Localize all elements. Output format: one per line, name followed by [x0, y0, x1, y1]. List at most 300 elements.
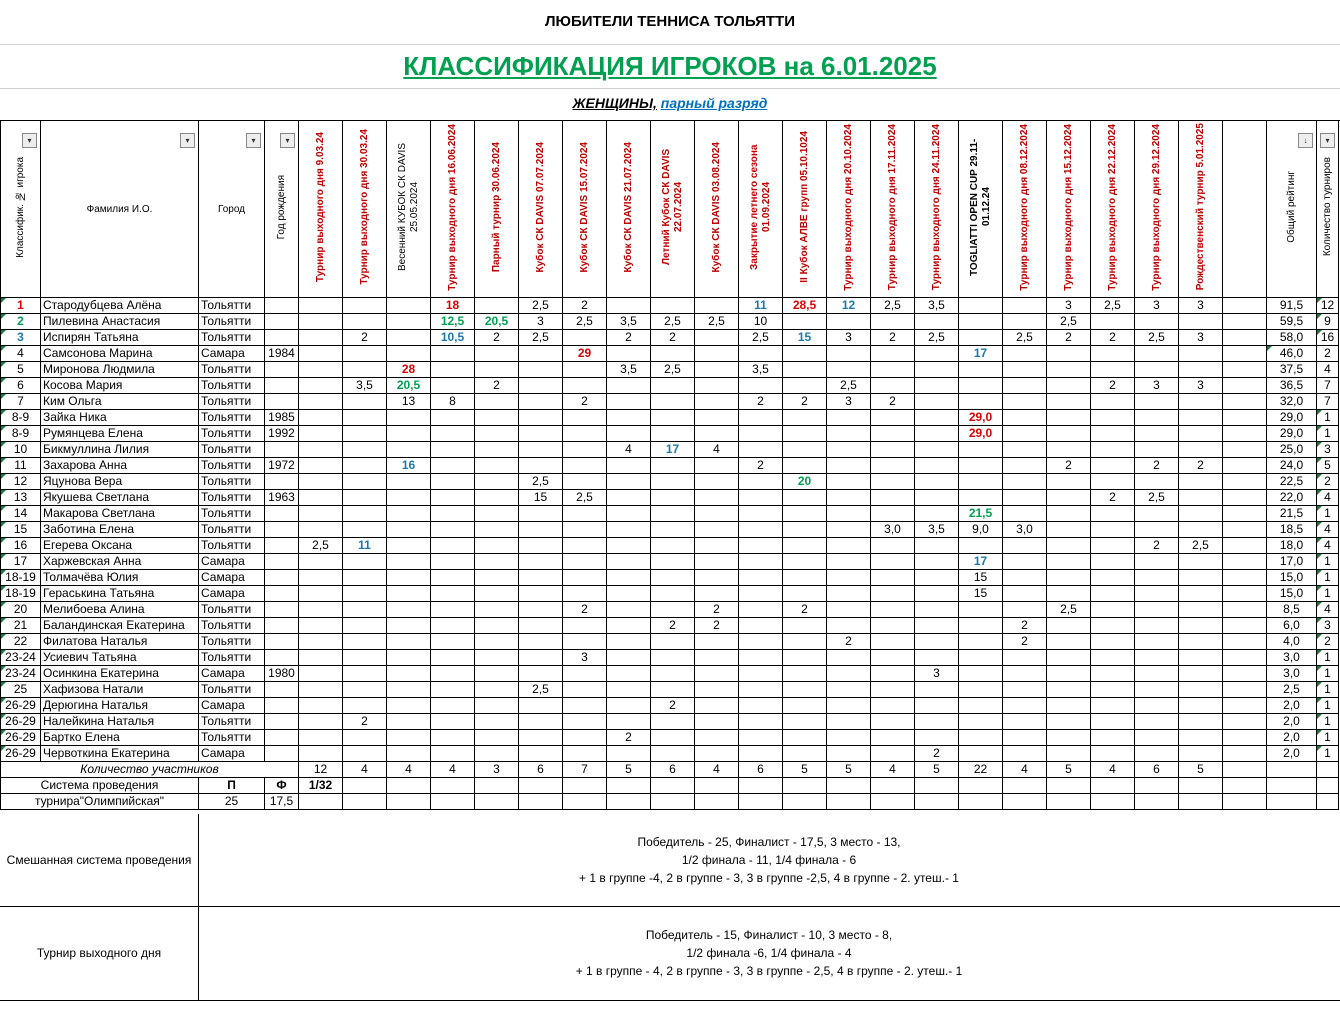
player-rank-text: 17: [13, 554, 28, 568]
score-cell-text: 2: [361, 330, 368, 344]
score-cell: [695, 570, 739, 586]
score-cell: [343, 746, 387, 762]
score-cell-text: 12: [841, 298, 856, 312]
spacer-cell: [1223, 474, 1267, 490]
comment-marker: [1, 538, 6, 543]
player-name-text: Харжевская Анна: [43, 554, 142, 568]
score-cell: [431, 522, 475, 538]
score-cell: [783, 378, 827, 394]
score-cell: [959, 618, 1003, 634]
score-cell: [1135, 698, 1179, 714]
table-row: [1, 682, 1339, 698]
subtitle-pairs: парный разряд: [660, 95, 768, 111]
spacer-cell: [1223, 730, 1267, 746]
score-cell: [1091, 346, 1135, 362]
score-cell: [519, 698, 563, 714]
score-cell: [959, 730, 1003, 746]
score-cell: [959, 442, 1003, 458]
score-cell: [475, 362, 519, 378]
score-cell: [1091, 362, 1135, 378]
score-cell: [1091, 714, 1135, 730]
tournament-count: [1317, 746, 1339, 762]
score-cell-text: 3: [1197, 330, 1204, 344]
score-cell: [871, 378, 915, 394]
player-name: [41, 522, 199, 538]
filter-dropdown-icon[interactable]: ▾: [22, 133, 37, 148]
score-cell: [519, 634, 563, 650]
player-name-text: Осинкина Екатерина: [43, 666, 159, 680]
weekend-label: [0, 906, 199, 1001]
score-cell: [1179, 378, 1223, 394]
participants-count: [783, 762, 827, 778]
score-cell: [1003, 410, 1047, 426]
score-cell: [915, 538, 959, 554]
score-cell: [871, 650, 915, 666]
score-cell: [871, 522, 915, 538]
player-city-text: Самара: [201, 746, 245, 760]
score-cell: [519, 298, 563, 314]
player-rank: [1, 634, 41, 650]
comment-marker: [1, 746, 6, 751]
score-cell: [871, 314, 915, 330]
score-cell: [607, 442, 651, 458]
filter-dropdown-icon[interactable]: ▾: [280, 133, 295, 148]
tournament-header-label: Турнир выходного дня 17.11.2024: [886, 123, 898, 291]
score-cell: [1091, 474, 1135, 490]
mixed-system-label: [0, 814, 199, 907]
score-cell: [1047, 490, 1091, 506]
total-rating: [1267, 570, 1317, 586]
score-cell: [475, 698, 519, 714]
spacer-cell: [1223, 570, 1267, 586]
score-cell: [1047, 522, 1091, 538]
empty-cell: [299, 794, 343, 810]
score-cell: [431, 554, 475, 570]
score-cell: [1003, 570, 1047, 586]
score-cell: [651, 730, 695, 746]
player-rank: [1, 746, 41, 762]
score-cell: [519, 714, 563, 730]
score-cell: [871, 618, 915, 634]
score-cell: [871, 458, 915, 474]
score-cell: [871, 410, 915, 426]
player-name: [41, 442, 199, 458]
score-cell-text: 2: [625, 730, 632, 744]
player-birth-year: [265, 682, 299, 698]
score-cell-text: 4: [625, 442, 632, 456]
name-header-label: Фамилия И.О.: [86, 204, 153, 215]
participants-count: [431, 762, 475, 778]
tournament-header-label: Турнир выходного дня 16.06.2024: [446, 123, 458, 291]
score-cell: [563, 298, 607, 314]
score-cell: [651, 698, 695, 714]
score-cell: [871, 586, 915, 602]
score-cell: [827, 506, 871, 522]
score-cell: [959, 506, 1003, 522]
player-rank: [1, 554, 41, 570]
score-cell-text: 3: [1153, 298, 1160, 312]
player-rank: [1, 650, 41, 666]
score-cell: [1003, 506, 1047, 522]
total-rating: [1267, 506, 1317, 522]
tournament-count: [1317, 698, 1339, 714]
table-row: [1, 618, 1339, 634]
score-cell: [1179, 442, 1223, 458]
score-cell-text: 2,5: [1060, 314, 1077, 328]
score-cell-text: 2,5: [840, 378, 857, 392]
comment-marker: [1317, 618, 1322, 623]
score-cell: [915, 362, 959, 378]
player-rank: [1, 314, 41, 330]
club-name: ЛЮБИТЕЛИ ТЕННИСА ТОЛЬЯТТИ: [0, 0, 1340, 45]
score-cell-text: 2,5: [532, 474, 549, 488]
tournament-count-text: 4: [1324, 490, 1331, 504]
score-cell: [1047, 538, 1091, 554]
score-cell: [739, 474, 783, 490]
tournament-header-label: Весенний КУБОК СК DAVIS 25.05.2024: [396, 143, 420, 272]
city-header[interactable]: [199, 121, 265, 298]
score-cell-text: 20,5: [396, 378, 421, 392]
tournament-count: [1317, 442, 1339, 458]
tournament-header: [1091, 121, 1135, 298]
score-cell: [431, 378, 475, 394]
empty-cell: [915, 794, 959, 810]
score-cell: [475, 714, 519, 730]
comment-marker: [1317, 714, 1322, 719]
score-cell: [387, 634, 431, 650]
empty-cell: [651, 778, 695, 794]
tournament-header: [299, 121, 343, 298]
player-city-text: Тольятти: [201, 650, 252, 664]
score-cell: [343, 346, 387, 362]
score-cell: [343, 602, 387, 618]
score-cell: [959, 698, 1003, 714]
empty-cell: [1047, 794, 1091, 810]
score-cell: [1135, 474, 1179, 490]
total-rating-text: 91,5: [1279, 298, 1304, 312]
score-cell: [827, 746, 871, 762]
score-cell: [1003, 442, 1047, 458]
tournament-header: [1003, 121, 1047, 298]
score-cell: [1003, 522, 1047, 538]
score-cell: [519, 666, 563, 682]
player-birth-year: [265, 730, 299, 746]
rank-header[interactable]: [1, 121, 41, 298]
score-cell: [695, 442, 739, 458]
tournament-count-text: 3: [1324, 618, 1331, 632]
score-cell: [299, 506, 343, 522]
score-cell: [1003, 666, 1047, 682]
score-cell: [651, 522, 695, 538]
comment-marker: [1, 458, 6, 463]
score-cell-text: 2: [889, 394, 896, 408]
score-cell: [299, 426, 343, 442]
score-cell: [343, 634, 387, 650]
score-cell: [1179, 698, 1223, 714]
tournament-header-label: Турнир выходного дня 29.12.2024: [1150, 123, 1162, 291]
score-cell: [695, 474, 739, 490]
player-birth-year-text: 1972: [268, 458, 295, 472]
score-cell: [607, 522, 651, 538]
comment-marker: [1317, 330, 1322, 335]
score-cell: [827, 458, 871, 474]
total-rating-text: 2,0: [1283, 714, 1300, 728]
player-rank: [1, 570, 41, 586]
player-rank-text: 20: [13, 602, 28, 616]
player-name-text: Ким Ольга: [43, 394, 102, 408]
score-cell: [519, 538, 563, 554]
tournament-header: [827, 121, 871, 298]
score-cell: [959, 554, 1003, 570]
olympic-label-1-text: Система проведения: [40, 778, 159, 792]
score-cell: [343, 570, 387, 586]
comment-marker: [1, 378, 6, 383]
score-cell: [1091, 682, 1135, 698]
score-cell: [1003, 618, 1047, 634]
player-birth-year: [265, 586, 299, 602]
player-rank-text: 10: [13, 442, 28, 456]
score-cell-text: 3: [845, 330, 852, 344]
participants-count: [299, 762, 343, 778]
spacer-cell: [1223, 666, 1267, 682]
tournament-header: [695, 121, 739, 298]
participants-count-text: 4: [449, 762, 456, 776]
table-row: [1, 698, 1339, 714]
player-rank: [1, 682, 41, 698]
player-name-text: Усиевич Татьяна: [43, 650, 137, 664]
score-cell: [299, 298, 343, 314]
score-cell: [783, 698, 827, 714]
score-cell: [1135, 586, 1179, 602]
table-row: [1, 378, 1339, 394]
empty-cell: [1223, 794, 1267, 810]
score-cell: [695, 602, 739, 618]
comment-marker: [1317, 442, 1322, 447]
player-city: [199, 570, 265, 586]
score-cell: [299, 682, 343, 698]
score-cell: [1179, 746, 1223, 762]
score-cell: [959, 682, 1003, 698]
score-cell-text: 29: [577, 346, 592, 360]
empty-cell: [475, 778, 519, 794]
score-cell: [1047, 442, 1091, 458]
score-cell: [343, 538, 387, 554]
participants-count: [1091, 762, 1135, 778]
score-cell: [1047, 586, 1091, 602]
score-cell: [475, 314, 519, 330]
score-cell: [959, 458, 1003, 474]
filter-dropdown-icon[interactable]: ▾: [180, 133, 195, 148]
player-rank-text: 4: [17, 346, 24, 360]
participants-count-text: 6: [537, 762, 544, 776]
total-rating: [1267, 538, 1317, 554]
score-cell: [827, 714, 871, 730]
score-cell: [607, 618, 651, 634]
score-cell: [299, 378, 343, 394]
player-birth-year: [265, 362, 299, 378]
player-name: [41, 490, 199, 506]
score-cell: [783, 730, 827, 746]
score-cell: [959, 298, 1003, 314]
score-cell: [959, 394, 1003, 410]
player-city: [199, 394, 265, 410]
spacer-cell: [1223, 538, 1267, 554]
score-cell: [607, 682, 651, 698]
player-rank-text: 16: [13, 538, 28, 552]
score-cell: [959, 378, 1003, 394]
score-cell: [387, 618, 431, 634]
score-cell: [607, 298, 651, 314]
filter-dropdown-icon[interactable]: ▾: [246, 133, 261, 148]
total-rating: [1267, 426, 1317, 442]
player-rank: [1, 602, 41, 618]
score-cell: [1135, 410, 1179, 426]
score-cell: [607, 714, 651, 730]
score-cell: [827, 490, 871, 506]
score-cell: [343, 618, 387, 634]
score-cell: [563, 746, 607, 762]
score-cell: [827, 378, 871, 394]
score-cell: [343, 506, 387, 522]
player-birth-year-text: 1980: [268, 666, 295, 680]
tournament-count-text: 1: [1324, 730, 1331, 744]
score-cell: [1091, 730, 1135, 746]
player-name-text: Толмачёва Юлия: [43, 570, 139, 584]
score-cell: [1091, 554, 1135, 570]
score-cell: [387, 602, 431, 618]
tournament-count-text: 16: [1320, 330, 1335, 344]
score-cell: [1003, 346, 1047, 362]
filter-dropdown-icon[interactable]: ▾: [1320, 133, 1335, 148]
total-rating-text: 18,5: [1279, 522, 1304, 536]
score-cell: [827, 410, 871, 426]
score-cell-text: 2,5: [1192, 538, 1209, 552]
score-cell-text: 3,5: [620, 314, 637, 328]
score-cell: [739, 298, 783, 314]
player-rank-text: 8-9: [11, 410, 30, 424]
player-city: [199, 378, 265, 394]
score-cell: [959, 346, 1003, 362]
table-row: [1, 570, 1339, 586]
score-cell-text: 2,5: [1060, 602, 1077, 616]
table-row: [1, 442, 1339, 458]
score-cell-text: 2: [1153, 538, 1160, 552]
player-name-text: Егерева Оксана: [43, 538, 133, 552]
player-rank: [1, 426, 41, 442]
table-row: [1, 586, 1339, 602]
score-cell: [1179, 506, 1223, 522]
score-cell-text: 15: [797, 330, 812, 344]
tournament-header-label: Турнир выходного дня 08.12.2024: [1018, 123, 1030, 291]
city-header-label: Город: [217, 204, 246, 215]
score-cell: [959, 314, 1003, 330]
comment-marker: [1317, 634, 1322, 639]
player-name: [41, 298, 199, 314]
score-cell: [1003, 682, 1047, 698]
empty-cell: [827, 794, 871, 810]
player-city: [199, 586, 265, 602]
score-cell: [343, 394, 387, 410]
tournament-count-text: 1: [1324, 650, 1331, 664]
score-cell: [827, 346, 871, 362]
header-row: [1, 121, 1339, 298]
table-row: [1, 490, 1339, 506]
name-header[interactable]: [41, 121, 199, 298]
spacer-cell: [1223, 378, 1267, 394]
player-rank: [1, 666, 41, 682]
score-cell: [695, 490, 739, 506]
tournament-count-text: 1: [1324, 570, 1331, 584]
player-rank-text: 8-9: [11, 426, 30, 440]
score-cell: [431, 346, 475, 362]
score-cell-text: 11: [358, 538, 371, 552]
score-cell: [387, 506, 431, 522]
player-city: [199, 330, 265, 346]
total-rating: [1267, 362, 1317, 378]
year-header[interactable]: [265, 121, 299, 298]
tournament-count-header[interactable]: [1317, 121, 1339, 298]
table-row: [1, 394, 1339, 410]
score-cell: [651, 426, 695, 442]
participants-count: [739, 762, 783, 778]
filter-dropdown-icon[interactable]: ↓: [1298, 133, 1313, 148]
score-cell: [299, 730, 343, 746]
total-rating-header[interactable]: [1267, 121, 1317, 298]
comment-marker: [1, 330, 6, 335]
comment-marker: [1, 474, 6, 479]
score-cell-text: 2: [1065, 458, 1072, 472]
score-cell-text: 4: [713, 442, 720, 456]
player-city: [199, 314, 265, 330]
participants-count-text: 4: [405, 762, 412, 776]
empty-cell: [827, 778, 871, 794]
score-cell: [959, 570, 1003, 586]
score-cell: [607, 378, 651, 394]
tournament-count-text: 1: [1324, 746, 1331, 760]
total-rating: [1267, 682, 1317, 698]
score-cell-text: 9,0: [972, 522, 989, 536]
score-cell: [1091, 458, 1135, 474]
score-cell: [695, 650, 739, 666]
player-city: [199, 490, 265, 506]
participants-count: [1047, 762, 1091, 778]
table-row: [1, 522, 1339, 538]
player-rank-text: 14: [13, 506, 28, 520]
score-cell: [783, 298, 827, 314]
score-cell-text: 20,5: [484, 314, 509, 328]
score-cell: [915, 426, 959, 442]
score-cell: [431, 666, 475, 682]
score-cell: [827, 730, 871, 746]
total-rating-text: 24,0: [1279, 458, 1304, 472]
player-name: [41, 474, 199, 490]
score-cell: [519, 682, 563, 698]
player-city: [199, 730, 265, 746]
total-rating-text: 29,0: [1279, 410, 1304, 424]
score-cell: [695, 314, 739, 330]
score-cell-text: 18: [445, 298, 460, 312]
score-cell: [387, 394, 431, 410]
comment-marker: [1, 602, 6, 607]
score-cell: [607, 346, 651, 362]
spacer-cell: [1223, 746, 1267, 762]
comment-marker: [1, 426, 6, 431]
score-cell: [1179, 410, 1223, 426]
score-cell: [1047, 474, 1091, 490]
score-cell: [387, 554, 431, 570]
player-city: [199, 298, 265, 314]
participants-label-text: Количество участников: [80, 762, 219, 776]
